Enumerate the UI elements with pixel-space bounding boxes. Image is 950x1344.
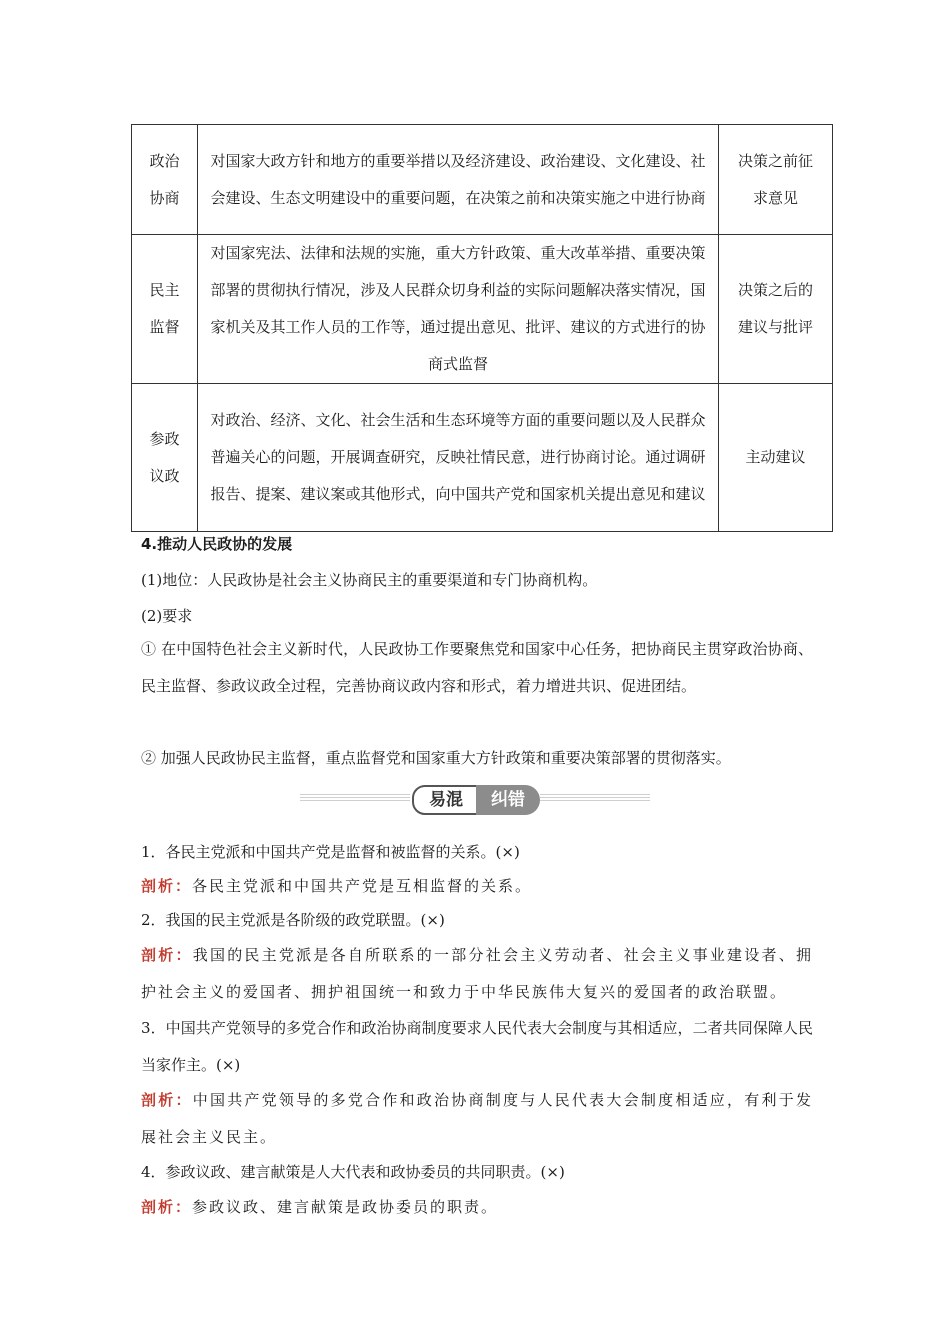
function-name: 参政 议政	[132, 384, 198, 532]
requirements-label: (2)要求	[141, 607, 193, 625]
table-row	[132, 125, 833, 235]
banner-rule-right	[540, 794, 650, 802]
banner-rule-left	[300, 794, 410, 802]
function-content: 对国家大政方针和地方的重要举措以及经济建设、政治建设、文化建设、社会建设、生态文明建设中的重要问题，在决策之前和决策实施之中进行协商	[198, 125, 719, 235]
table-row	[132, 384, 833, 532]
requirement-1: ① 在中国特色社会主义新时代，人民政协工作要聚焦党和国家中心任务，把协商民主贯穿政治协商、民主监督、参政议政全过程，完善协商议政内容和形式，着力增进共识、促进团结。	[141, 640, 813, 695]
statement-3: 3．中国共产党领导的多党合作和政治协商制度要求人民代表大会制度与其相适应，二者共同保障人民当家作主。(×)	[141, 1019, 813, 1074]
cppcc-functions-table	[131, 124, 833, 532]
statement-1: 1．各民主党派和中国共产党是监督和被监督的关系。(×)	[141, 843, 520, 861]
table-row	[132, 235, 833, 384]
position-text: (1)地位：人民政协是社会主义协商民主的重要渠道和专门协商机构。	[141, 571, 598, 589]
function-name: 民主 监督	[132, 235, 198, 384]
banner-label-left: 易混	[412, 785, 480, 815]
statement-4: 4．参政议政、建言献策是人大代表和政协委员的共同职责。(×)	[141, 1163, 565, 1181]
function-timing: 决策之前征求意见	[719, 125, 833, 235]
function-content: 对国家宪法、法律和法规的实施，重大方针政策、重大改革举措、重要决策部署的贯彻执行情况，涉及人民群众切身利益的实际问题解决落实情况，国家机关及其工作人员的工作等，通过提出意见、批评、建议的方式进行的协商式监督	[198, 235, 719, 384]
analysis-3: 剖析：中国共产党领导的多党合作和政治协商制度与人民代表大会制度相适应，有利于发展社会主义民主。	[141, 1091, 813, 1146]
analysis-label: 剖析：	[141, 877, 193, 895]
analysis-label: 剖析：	[141, 1198, 193, 1216]
function-timing: 决策之后的建议与批评	[719, 235, 833, 384]
analysis-label: 剖析：	[141, 1091, 193, 1109]
function-timing: 主动建议	[719, 384, 833, 532]
analysis-4: 剖析：参政议政、建言献策是政协委员的职责。	[141, 1198, 499, 1216]
requirement-2: ② 加强人民政协民主监督，重点监督党和国家重大方针政策和重要决策部署的贯彻落实。	[141, 749, 731, 767]
analysis-label: 剖析：	[141, 946, 193, 964]
function-content: 对政治、经济、文化、社会生活和生态环境等方面的重要问题以及人民群众普遍关心的问题，开展调查研究，反映社情民意，进行协商讨论。通过调研报告、提案、建议案或其他形式，向中国共产党和国家机关提出意见和建议	[198, 384, 719, 532]
analysis-2: 剖析：我国的民主党派是各自所联系的一部分社会主义劳动者、社会主义事业建设者、拥护社会主义的爱国者、拥护祖国统一和致力于中华民族伟大复兴的爱国者的政治联盟。	[141, 946, 813, 1001]
analysis-1: 剖析：各民主党派和中国共产党是互相监督的关系。	[141, 877, 533, 895]
statement-2: 2．我国的民主党派是各阶级的政党联盟。(×)	[141, 911, 445, 929]
confusion-correction-banner	[300, 783, 650, 813]
section-heading: 4.推动人民政协的发展	[141, 535, 293, 553]
function-name: 政治 协商	[132, 125, 198, 235]
banner-label-right: 纠错	[476, 785, 540, 815]
